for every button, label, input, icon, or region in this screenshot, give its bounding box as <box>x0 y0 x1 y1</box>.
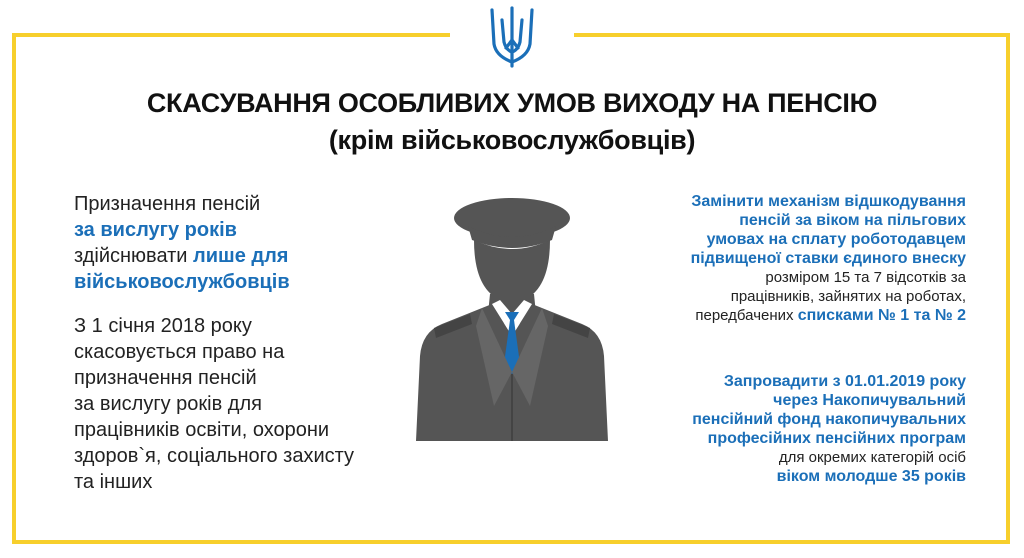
right-block-accumulative <box>586 372 966 486</box>
right-highlight: через Накопичувальний <box>773 392 966 409</box>
left-line: за вислугу років для <box>74 393 262 415</box>
left-highlight: лише для <box>193 245 289 267</box>
right-line: для окремих категорій осіб <box>778 449 966 466</box>
right-text: передбачених <box>695 307 794 324</box>
right-line: працівників, зайнятих на роботах, <box>730 288 966 305</box>
left-block-cancellation <box>74 313 404 495</box>
right-highlight: Запровадити з 01.01.2019 року <box>723 373 966 390</box>
left-line: здоров`я, соціального захисту <box>74 445 355 467</box>
page-subtitle: (крім військовослужбовців) <box>328 125 696 155</box>
right-highlight: списками № 1 та № 2 <box>797 307 966 324</box>
left-line: працівників освіти, охорони <box>74 419 330 441</box>
right-highlight: Замінити механізм відшкодування <box>691 193 966 210</box>
left-highlight: військовослужбовців <box>74 271 290 293</box>
left-line: Призначення пенсій <box>74 193 261 215</box>
left-line: скасовується право на <box>74 341 285 363</box>
right-highlight: пенсій за віком на пільгових <box>739 212 966 229</box>
left-highlight: за вислугу років <box>74 219 237 241</box>
right-highlight: віком молодше 35 років <box>776 468 966 485</box>
trident-icon <box>486 4 538 70</box>
left-block-military <box>74 191 404 295</box>
left-line-mixed <box>74 243 404 269</box>
page-title: СКАСУВАННЯ ОСОБЛИВИХ УМОВ ВИХОДУ НА ПЕНСІЮ <box>146 88 878 118</box>
left-text: здійснювати <box>74 245 188 267</box>
right-block-contribution <box>586 192 966 325</box>
left-line: призначення пенсій <box>74 367 257 389</box>
right-highlight: професійних пенсійних програм <box>707 430 966 447</box>
officer-icon <box>412 196 612 441</box>
right-highlight: пенсійний фонд накопичувальних <box>692 411 966 428</box>
right-highlight: умовах на сплату роботодавцем <box>706 231 966 248</box>
left-line: та інших <box>74 471 153 493</box>
right-line: розміром 15 та 7 відсотків за <box>765 269 966 286</box>
right-highlight: підвищеної ставки єдиного внеску <box>690 250 966 267</box>
left-line: З 1 січня 2018 року <box>74 315 252 337</box>
right-line-mixed <box>586 306 966 325</box>
